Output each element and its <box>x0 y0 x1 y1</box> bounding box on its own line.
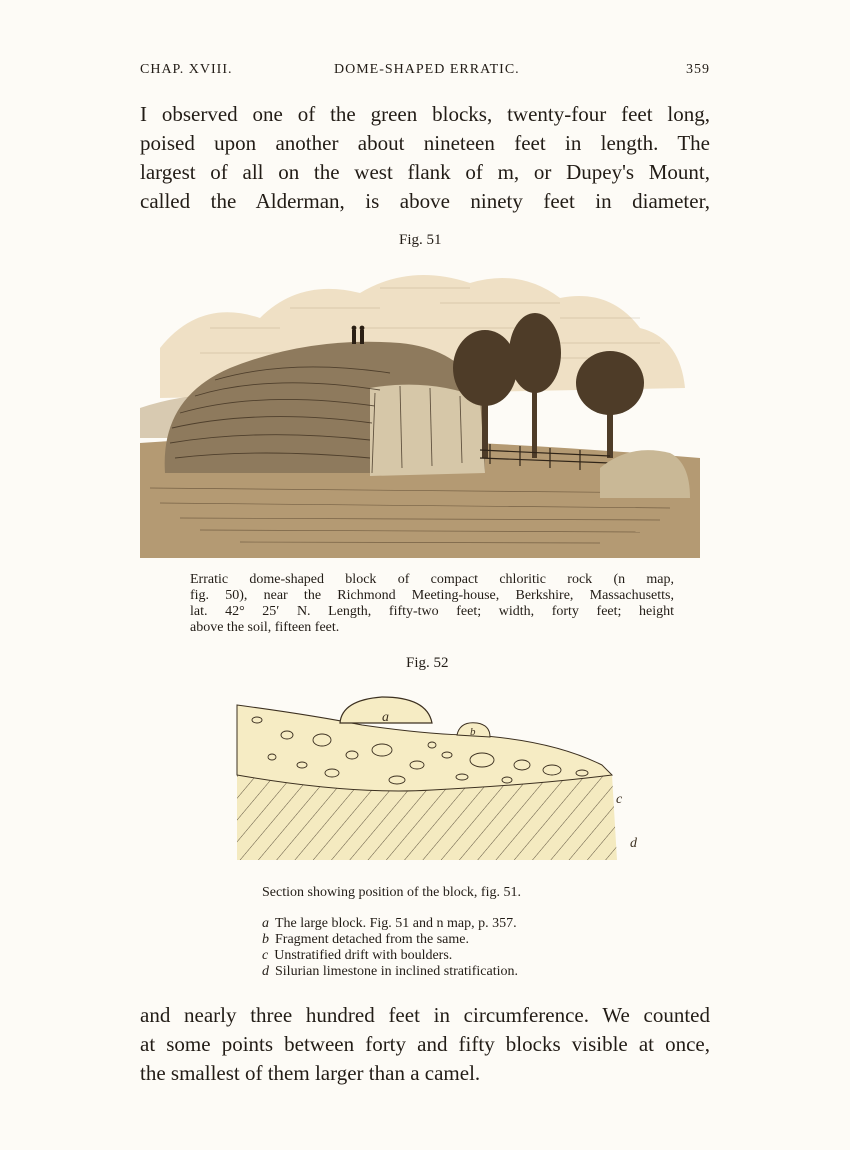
legend-row <box>262 916 518 932</box>
text-line: called the Alderman, is above ninety feet in diameter, <box>140 189 710 213</box>
text-line: poised upon another about nineteen feet in length. The <box>140 131 710 155</box>
text-line: largest of all on the west flank of m, or Dupey's Mount, <box>140 160 710 184</box>
caption-line: fig. 50), near the Richmond Meeting-house, Berkshire, Massachusetts, <box>190 588 674 603</box>
legend-row <box>262 948 518 964</box>
legend-key: a <box>262 916 269 931</box>
figure-51-engraving <box>140 258 700 558</box>
chapter-label: CHAP. XVIII. <box>140 62 233 77</box>
legend-row <box>262 932 518 948</box>
figure-52-legend <box>262 916 518 980</box>
figure-51-caption <box>190 572 674 636</box>
figure-51-label: Fig. 51 <box>399 232 442 248</box>
label-c: c <box>616 792 623 807</box>
figure-52-label: Fig. 52 <box>406 655 449 671</box>
legend-text: Silurian limestone in inclined stratification. <box>275 964 519 979</box>
header-title: DOME-SHAPED ERRATIC. <box>334 62 520 77</box>
paragraph-bottom <box>140 1001 710 1088</box>
running-header <box>140 62 710 84</box>
caption-line: Erratic dome-shaped block of compact chloritic rock (n map, <box>190 572 674 587</box>
caption-line: lat. 42° 25′ N. Length, fifty-two feet; width, forty feet; height <box>190 604 674 619</box>
page-number: 359 <box>686 62 710 77</box>
legend-text: Fragment detached from the same. <box>275 932 469 947</box>
figure-52-section-diagram <box>232 695 652 865</box>
text-line: I observed one of the green blocks, twenty-four feet long, <box>140 102 710 126</box>
legend-key: c <box>262 948 269 963</box>
legend-key: b <box>262 932 269 947</box>
figure-52-caption: Section showing position of the block, fig. 51. <box>262 885 521 900</box>
text-line: the smallest of them larger than a camel. <box>140 1061 481 1085</box>
legend-key: d <box>262 964 269 979</box>
legend-text: The large block. Fig. 51 and n map, p. 357. <box>275 916 517 931</box>
paragraph-top <box>140 100 710 216</box>
legend-row <box>262 964 518 980</box>
label-a: a <box>382 710 389 725</box>
legend-text: Unstratified drift with boulders. <box>274 948 453 963</box>
text-line: at some points between forty and fifty blocks visible at once, <box>140 1032 710 1056</box>
label-d: d <box>630 836 637 851</box>
caption-line: above the soil, fifteen feet. <box>190 620 340 635</box>
label-b: b <box>470 726 476 738</box>
text-line: and nearly three hundred feet in circumference. We counted <box>140 1003 710 1027</box>
